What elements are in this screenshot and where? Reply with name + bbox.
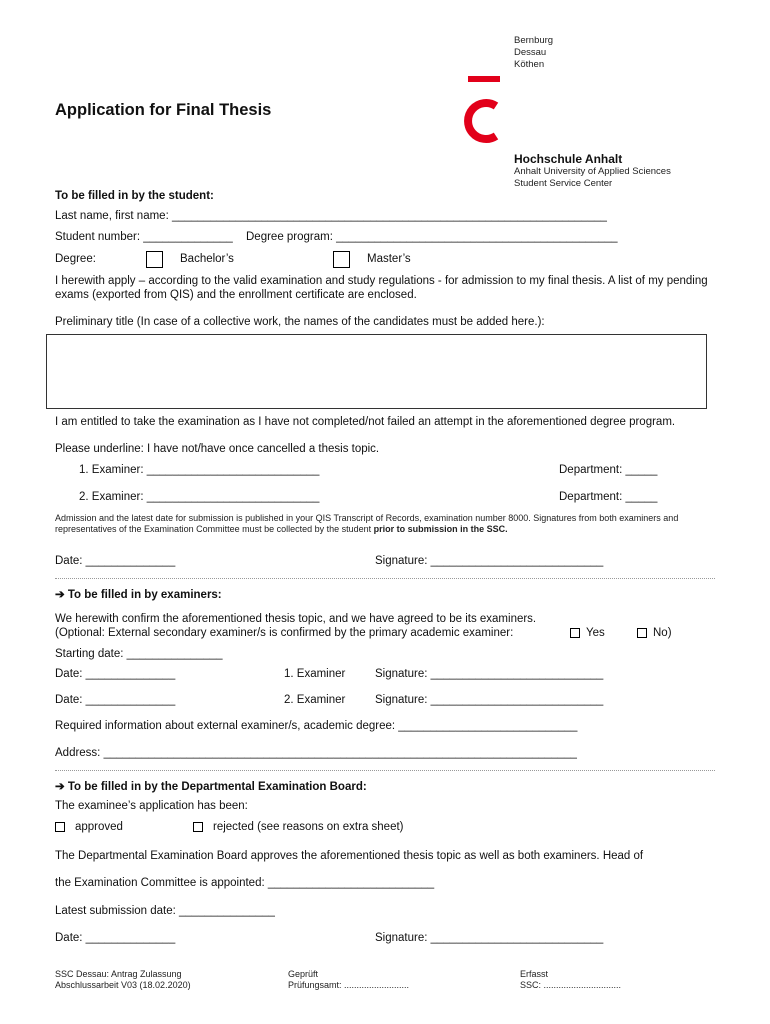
examiner-2-label: 2. Examiner (284, 694, 346, 706)
no-checkbox[interactable] (637, 628, 647, 638)
examiner-1-signature-field[interactable]: Signature: ___________________________ (375, 668, 604, 680)
approved-checkbox[interactable] (55, 822, 65, 832)
section-divider-2 (55, 770, 715, 771)
name-field[interactable]: Last name, first name: ____________________________________________________________________ (55, 210, 607, 222)
footer-left-line-2: Abschlussarbeit V03 (18.02.2020) (55, 980, 191, 990)
section-divider-1 (55, 578, 715, 579)
committee-head-field[interactable]: the Examination Committee is appointed: __________________________ (55, 877, 435, 889)
footer-right-line-2: SSC: ............................... (520, 980, 622, 990)
yes-label: Yes (586, 627, 605, 639)
board-heading-text: To be filled in by the Departmental Examination Board: (67, 781, 367, 793)
application-status-label: The examinee’s application has been: (55, 800, 248, 812)
campus-bernburg: Bernburg (514, 35, 554, 46)
department-1-field[interactable]: Department: _____ (559, 464, 658, 476)
examiner-2-field[interactable]: 2. Examiner: ___________________________ (79, 491, 320, 503)
rejected-option[interactable] (193, 821, 404, 833)
rejected-checkbox[interactable] (193, 822, 203, 832)
examiners-section-heading (55, 587, 222, 601)
external-examiner-field[interactable]: Required information about external examiner/s, academic degree: ____________________________ (55, 720, 578, 732)
department-2-field[interactable]: Department: _____ (559, 491, 658, 503)
admission-notice-bold: prior to submission in the SSC. (373, 524, 508, 534)
board-approval-statement: The Departmental Examination Board approves the aforementioned thesis topic as well as both examiners. Head of (55, 850, 644, 862)
underline-instruction: Please underline: I have not/have once cancelled a thesis topic. (55, 443, 380, 455)
preliminary-title-label: Preliminary title (In case of a collective work, the names of the candidates must be added here.): (55, 316, 545, 328)
footer-middle-line-1: Geprüft (288, 969, 319, 979)
arrow-right-icon: ➔ (55, 589, 68, 601)
board-signature-field[interactable]: Signature: ___________________________ (375, 932, 604, 944)
arrow-right-icon: ➔ (55, 781, 68, 793)
footer-right-line-1: Erfasst (520, 969, 549, 979)
master-label: Master’s (367, 253, 411, 265)
admission-notice (55, 513, 685, 535)
org-subtitle-2: Student Service Center (514, 178, 613, 189)
address-field[interactable]: Address: __________________________________________________________________________ (55, 747, 577, 759)
footer-left (55, 969, 191, 991)
examiner-1-field[interactable]: 1. Examiner: ___________________________ (79, 464, 320, 476)
examiner-1-date-field[interactable]: Date: ______________ (55, 668, 176, 680)
yes-checkbox[interactable] (570, 628, 580, 638)
degree-program-field[interactable]: Degree program: ____________________________________________ (246, 231, 618, 243)
confirm-statement-1: We herewith confirm the aforementioned thesis topic, and we have agreed to be its examiners. (55, 613, 537, 625)
apply-statement: I herewith apply – according to the valid examination and study regulations - for admission to my final thesis. A list of my pending exams (exported from QIS) and the enrollment certificate are enclosed. (55, 275, 708, 301)
org-name: Hochschule Anhalt (514, 152, 623, 166)
student-section-heading: To be filled in by the student: (55, 190, 214, 202)
examiners-heading-text: To be filled in by examiners: (67, 589, 222, 601)
footer-middle (288, 969, 409, 991)
logo-arc (468, 103, 496, 139)
hochschule-logo (448, 72, 508, 144)
campus-koethen: Köthen (514, 59, 545, 70)
latest-submission-field[interactable]: Latest submission date: _______________ (55, 905, 275, 917)
logo-bar (468, 76, 500, 82)
org-subtitle-1: Anhalt University of Applied Sciences (514, 166, 671, 177)
campus-list (514, 35, 553, 71)
starting-date-field[interactable]: Starting date: _______________ (55, 648, 223, 660)
approved-label: approved (75, 821, 123, 833)
board-section-heading (55, 779, 367, 793)
no-option[interactable] (637, 627, 672, 639)
bachelor-checkbox[interactable] (146, 251, 163, 268)
bachelor-label: Bachelor’s (180, 253, 234, 265)
admission-notice-text: Admission and the latest date for submission is published in your QIS Transcript of Records, examination number 8000. Signatures from both examiners and representatives of the Examination Committee must be collected by the student (55, 513, 679, 534)
preliminary-title-input[interactable] (46, 334, 707, 409)
examiner-1-label: 1. Examiner (284, 668, 346, 680)
examiner-2-signature-field[interactable]: Signature: ___________________________ (375, 694, 604, 706)
footer-left-line-1: SSC Dessau: Antrag Zulassung (55, 969, 182, 979)
examiner-2-date-field[interactable]: Date: ______________ (55, 694, 176, 706)
entitled-statement: I am entitled to take the examination as I have not completed/not failed an attempt in the aforementioned degree program. (55, 416, 676, 428)
footer-middle-line-2: Prüfungsamt: .......................... (288, 980, 410, 990)
approved-option[interactable] (55, 821, 123, 833)
student-signature-field[interactable]: Signature: ___________________________ (375, 555, 604, 567)
yes-option[interactable] (570, 627, 605, 639)
degree-label: Degree: (55, 253, 96, 265)
master-checkbox[interactable] (333, 251, 350, 268)
board-date-field[interactable]: Date: ______________ (55, 932, 176, 944)
student-date-field[interactable]: Date: ______________ (55, 555, 176, 567)
student-number-field[interactable]: Student number: ______________ (55, 231, 233, 243)
page-title: Application for Final Thesis (55, 101, 272, 119)
confirm-statement-2: (Optional: External secondary examiner/s is confirmed by the primary academic examiner: (55, 627, 514, 639)
campus-dessau: Dessau (514, 47, 547, 58)
no-label: No) (653, 627, 672, 639)
footer-right (520, 969, 621, 991)
rejected-label: rejected (see reasons on extra sheet) (213, 821, 404, 833)
